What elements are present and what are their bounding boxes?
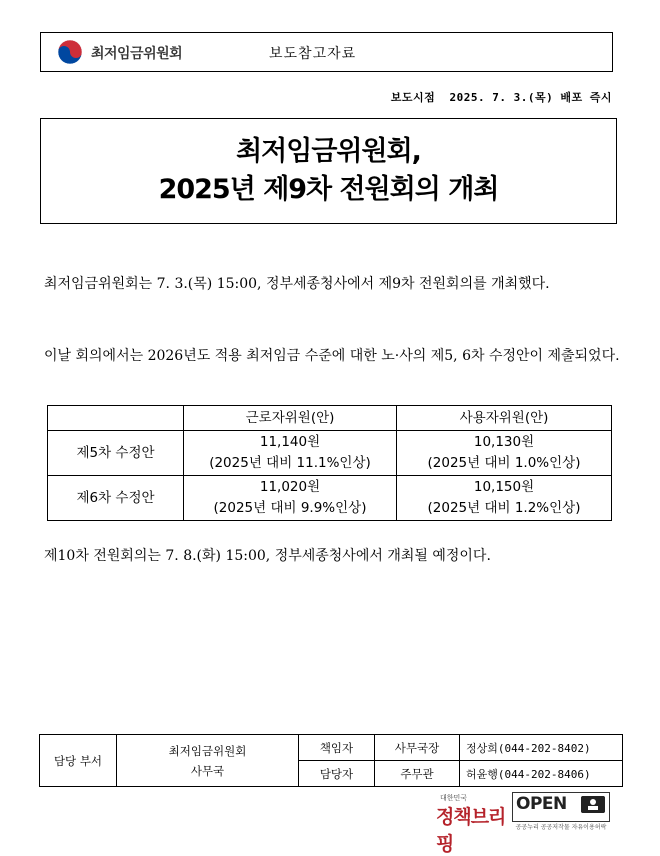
worker-change: (2025년 대비 9.9%인상): [213, 500, 367, 516]
brief-logo-text: 정책브리핑: [436, 806, 506, 855]
employer-change: (2025년 대비 1.0%인상): [427, 455, 581, 471]
table-header-cell: 사용자위원(안): [397, 406, 612, 431]
table-row: [48, 476, 612, 521]
worker-proposal-cell: [184, 476, 397, 521]
contact-position: 사무국장: [375, 735, 460, 761]
title-line-2: 2025년 제9차 전원회의 개최: [158, 174, 499, 205]
employer-change: (2025년 대비 1.2%인상): [427, 500, 581, 516]
release-info: 보도시점 2025. 7. 3.(목) 배포 즉시: [390, 91, 612, 104]
row-label: 제6차 수정안: [48, 476, 184, 521]
open-logo-caption: 공공누리 공공저작물 자유이용허락: [515, 824, 607, 831]
proposal-table: [47, 405, 612, 521]
table-header-cell: [48, 406, 184, 431]
brief-small-text: 대한민국: [440, 794, 468, 802]
table-header-row: [48, 406, 612, 431]
row-label: 제5차 수정안: [48, 431, 184, 476]
license-type-icon: [581, 796, 605, 813]
kogl-open-logo: [512, 792, 610, 822]
dept-name-line-1: 최저임금위원회: [168, 743, 247, 758]
worker-amount: 11,020원: [259, 479, 321, 495]
paragraph-1: 최저임금위원회는 7. 3.(목) 15:00, 정부세종청사에서 제9차 전원회의를 개최했다.: [44, 276, 550, 292]
contact-person: 허윤행(044-202-8406): [460, 761, 623, 787]
dept-label: 담당 부서: [40, 735, 117, 787]
contact-row: [40, 735, 623, 761]
employer-amount: 10,130원: [473, 434, 535, 450]
employer-proposal-cell: [397, 476, 612, 521]
title-box: [40, 118, 617, 224]
table-row: [48, 431, 612, 476]
employer-amount: 10,150원: [473, 479, 535, 495]
taegeuk-emblem-icon: [57, 39, 83, 65]
worker-change: (2025년 대비 11.1%인상): [209, 455, 371, 471]
contact-table: [39, 734, 623, 787]
contact-role: 담당자: [299, 761, 375, 787]
worker-amount: 11,140원: [259, 434, 321, 450]
open-logo-text: OPEN: [516, 794, 567, 814]
worker-proposal-cell: [184, 431, 397, 476]
paragraph-3: 제10차 전원회의는 7. 8.(화) 15:00, 정부세종청사에서 개최될 예정이다.: [44, 548, 491, 564]
employer-proposal-cell: [397, 431, 612, 476]
dept-name-line-2: 사무국: [190, 763, 225, 778]
policy-briefing-logo: [432, 793, 510, 855]
org-name: 최저임금위원회: [91, 46, 183, 62]
title-line-1: 최저임금위원회,: [236, 136, 421, 167]
paragraph-2: 이날 회의에서는 2026년도 적용 최저임금 수준에 대한 노·사의 제5, 6차 수정안이 제출되었다.: [44, 348, 620, 364]
contact-role: 책임자: [299, 735, 375, 761]
dept-name: [117, 735, 299, 787]
header-box: [40, 32, 613, 72]
doc-type-label: 보도참고자료: [269, 46, 357, 62]
contact-person: 정상희(044-202-8402): [460, 735, 623, 761]
contact-position: 주무관: [375, 761, 460, 787]
table-header-cell: 근로자위원(안): [184, 406, 397, 431]
